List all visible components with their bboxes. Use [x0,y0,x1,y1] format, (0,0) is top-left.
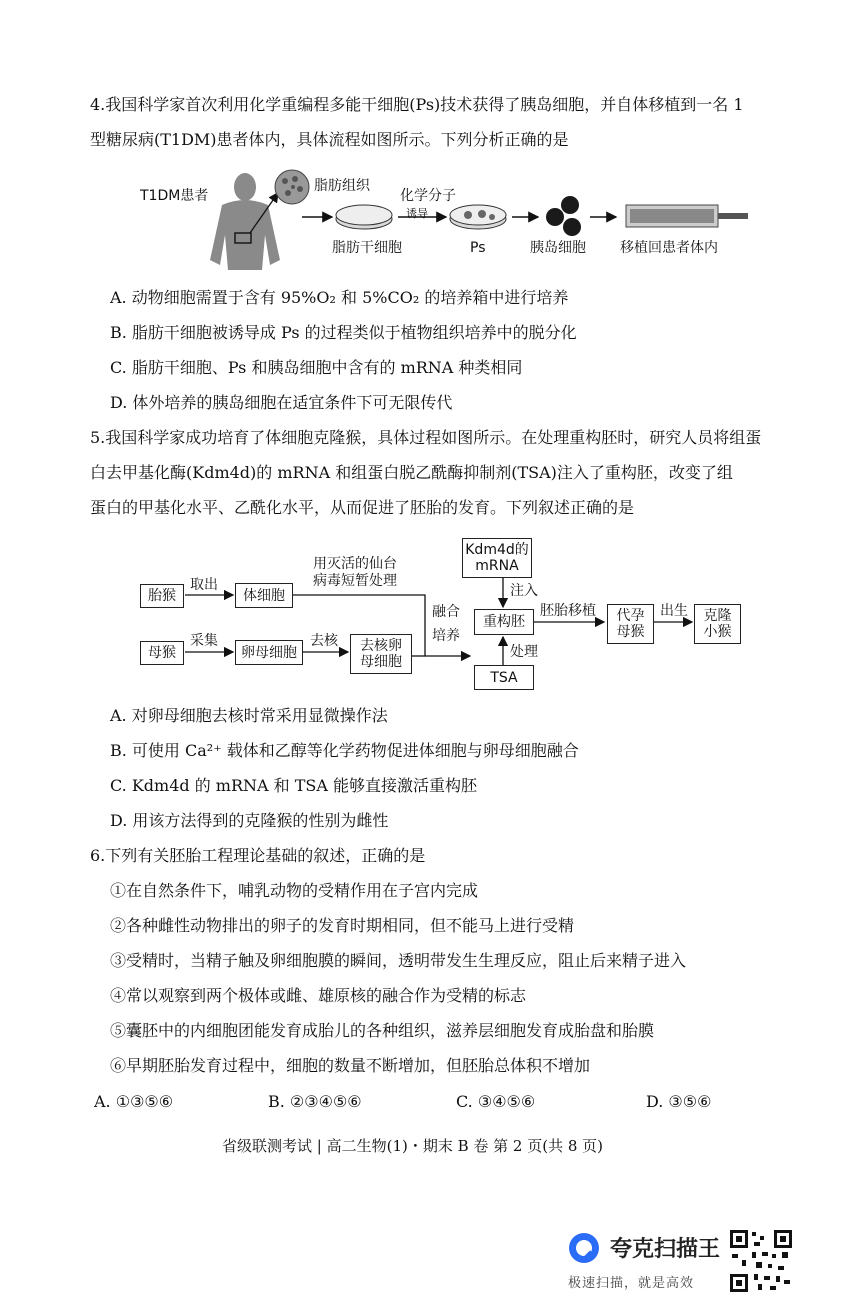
scanner-slogan: 极速扫描，就是高效 [568,1276,695,1291]
q4-option-a: A. 动物细胞需置于含有 95%O₂ 和 5%CO₂ 的培养箱中进行培养 [110,288,569,307]
label-adipose-tissue: 脂肪组织 [314,178,370,194]
label-collect: 采集 [190,633,218,649]
box-oocyte: 卵母细胞 [235,640,303,665]
q6-option-b: B. ②③④⑤⑥ [268,1092,362,1111]
q5-option-c: C. Kdm4d 的 mRNA 和 TSA 能够直接激活重构胚 [110,776,478,795]
box-mother-monkey: 母猴 [140,641,184,665]
box-reconstructed-embryo: 重构胚 [474,609,534,635]
q6-item-4: ④常以观察到两个极体或雌、雄原核的融合作为受精的标志 [110,986,527,1005]
label-take: 取出 [190,577,218,593]
label-ps: Ps [470,240,486,256]
box-fetal-monkey: 胎猴 [140,584,184,608]
scanner-brand: 夸克扫描王 [610,1237,721,1262]
box-clone-monkey: 克隆 小猴 [694,604,741,644]
q4-option-c: C. 脂肪干细胞、Ps 和胰岛细胞中含有的 mRNA 种类相同 [110,358,523,377]
scanner-watermark [562,1222,802,1298]
q4-stem-line1: 4.我国科学家首次利用化学重编程多能干细胞(Ps)技术获得了胰岛细胞，并自体移植到一名 1 [90,95,744,114]
label-transplant: 移植回患者体内 [620,240,718,256]
q5-option-a: A. 对卵母细胞去核时常采用显微操作法 [110,706,388,725]
q6-option-a: A. ①③⑤⑥ [94,1092,174,1111]
q5-option-b: B. 可使用 Ca²⁺ 载体和乙醇等化学药物促进体细胞与卵母细胞融合 [110,741,579,760]
box-surrogate: 代孕 母猴 [607,604,654,644]
scanner-logo-icon [566,1230,602,1266]
box-somatic-cell: 体细胞 [235,583,293,608]
label-enucleate: 去核 [310,633,338,649]
q6-stem: 6.下列有关胚胎工程理论基础的叙述，正确的是 [90,846,426,865]
q5-stem-line3: 蛋白的甲基化水平、乙酰化水平，从而促进了胚胎的发育。下列叙述正确的是 [90,498,635,517]
label-virus-1: 用灭活的仙台 [313,556,397,572]
label-inject: 注入 [510,583,538,599]
box-tsa: TSA [474,665,534,690]
label-virus-2: 病毒短暂处理 [313,573,397,589]
q4-option-b: B. 脂肪干细胞被诱导成 Ps 的过程类似于植物组织培养中的脱分化 [110,323,577,342]
q5-stem-line1: 5.我国科学家成功培育了体细胞克隆猴，具体过程如图所示。在处理重构胚时，研究人员将组蛋 [90,428,762,447]
qr-code-icon [728,1228,794,1294]
q6-item-3: ③受精时，当精子触及卵细胞膜的瞬间，透明带发生生理反应，阻止后来精子进入 [110,951,687,970]
label-transfer: 胚胎移植 [540,603,596,619]
q5-stem-line2: 白去甲基化酶(Kdm4d)的 mRNA 和组蛋白脱乙酰酶抑制剂(TSA)注入了重构胚，改变了组 [90,463,733,482]
label-induce: 诱导 [406,207,428,220]
box-enucleated-oocyte: 去核卵 母细胞 [350,634,412,674]
page-footer: 省级联测考试 | 高二生物(1)・期末 B 卷 第 2 页(共 8 页) [222,1137,604,1155]
label-chemical: 化学分子 [400,188,456,204]
label-adipose-stem: 脂肪干细胞 [332,240,402,256]
label-patient: T1DM患者 [140,188,209,204]
q6-item-5: ⑤囊胚中的内细胞团能发育成胎儿的各种组织，滋养层细胞发育成胎盘和胎膜 [110,1021,655,1040]
q6-item-1: ①在自然条件下，哺乳动物的受精作用在子宫内完成 [110,881,479,900]
label-fuse-1: 融合 [432,604,460,620]
q6-item-6: ⑥早期胚胎发育过程中，细胞的数量不断增加，但胚胎总体积不增加 [110,1056,591,1075]
label-fuse-2: 培养 [432,628,460,644]
q6-option-c: C. ③④⑤⑥ [456,1092,536,1111]
q6-item-2: ②各种雌性动物排出的卵子的发育时期相同，但不能马上进行受精 [110,916,575,935]
q4-stem-line2: 型糖尿病(T1DM)患者体内，具体流程如图所示。下列分析正确的是 [90,130,569,149]
q5-option-d: D. 用该方法得到的克隆猴的性别为雌性 [110,811,389,830]
label-islet: 胰岛细胞 [530,240,586,256]
box-kdm4d-mrna: Kdm4d的 mRNA [462,538,532,578]
q6-option-d: D. ③⑤⑥ [646,1092,712,1111]
q4-option-d: D. 体外培养的胰岛细胞在适宜条件下可无限传代 [110,393,453,412]
label-birth: 出生 [660,603,688,619]
label-treat: 处理 [510,644,538,660]
